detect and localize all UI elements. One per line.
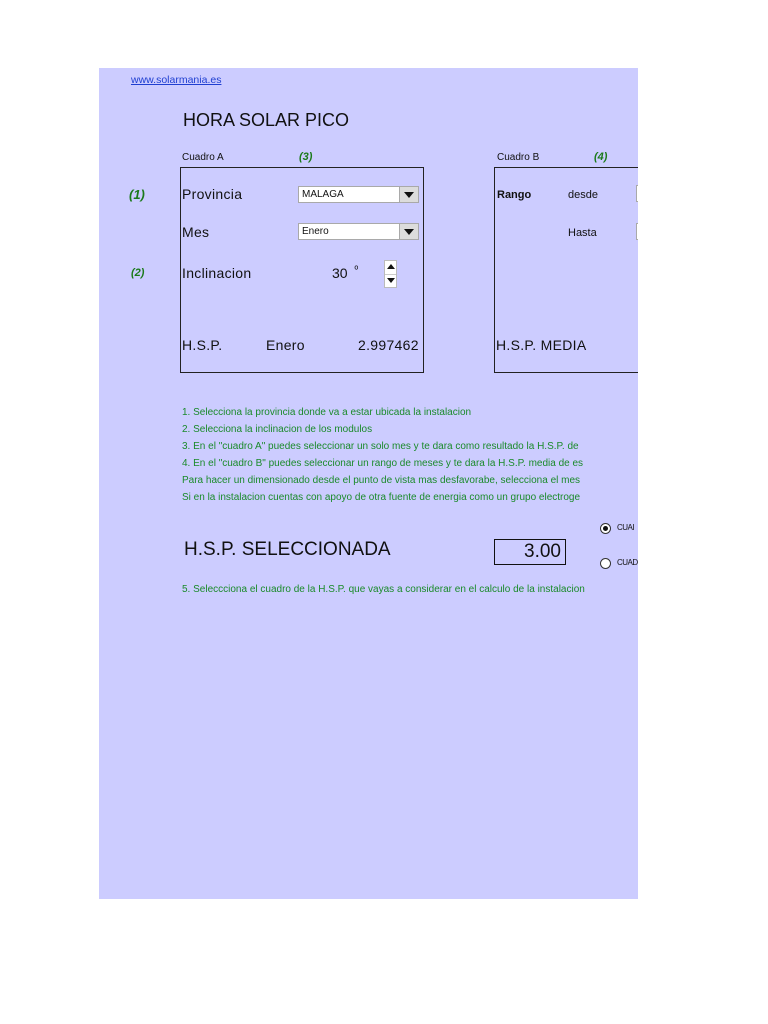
cuadro-b-radio[interactable]	[600, 558, 611, 569]
hsp-month: Enero	[266, 337, 305, 353]
cuadro-b-radio-label: CUAD	[617, 558, 638, 567]
provincia-marker: (1)	[129, 187, 145, 202]
mes-select[interactable]	[298, 223, 419, 240]
mes-select-value: Enero	[302, 226, 329, 237]
instruction-6: Si en la instalacion cuentas con apoyo de otra fuente de energia como un grupo electroge	[182, 492, 581, 503]
instruction-5: Para hacer un dimensionado desde el punto de vista mas desfavorabe, selecciona el mes	[182, 475, 581, 486]
solarmania-link[interactable]: www.solarmania.es	[131, 74, 222, 86]
chevron-down-icon[interactable]	[399, 187, 418, 202]
desde-select[interactable]	[636, 185, 638, 202]
hsp-seleccionada-value: 3.00	[494, 539, 566, 565]
desde-label: desde	[568, 189, 598, 201]
provincia-select-value: MALAGA	[302, 189, 344, 200]
instruction-2: 2. Selecciona la inclinacion de los modulos	[182, 424, 373, 435]
inclinacion-spinner[interactable]	[384, 260, 397, 288]
instruction-select-cuadro: 5. Seleccciona el cuadro de la H.S.P. que vayas a considerar en el calculo de la instalacion	[182, 584, 585, 595]
provincia-label: Provincia	[182, 186, 243, 202]
instruction-1: 1. Selecciona la provincia donde va a estar ubicada la instalacion	[182, 407, 472, 418]
mes-label: Mes	[182, 224, 210, 240]
hasta-select[interactable]	[636, 223, 638, 240]
hsp-value: 2.997462	[358, 337, 419, 353]
spreadsheet-area	[99, 68, 638, 899]
hsp-label: H.S.P.	[182, 337, 223, 353]
inclinacion-label: Inclinacion	[182, 265, 252, 281]
provincia-select[interactable]	[298, 186, 419, 203]
cuadro-a-marker: (3)	[299, 151, 313, 163]
cuadro-b-marker: (4)	[594, 151, 608, 163]
cuadro-a-box	[180, 167, 424, 373]
chevron-down-icon[interactable]	[399, 224, 418, 239]
hsp-media-label: H.S.P. MEDIA	[496, 337, 587, 353]
cuadro-a-radio[interactable]	[600, 523, 611, 534]
inclinacion-marker: (2)	[131, 267, 145, 279]
cuadro-b-box	[494, 167, 638, 373]
rango-label: Rango	[497, 189, 532, 201]
inclinacion-value	[332, 265, 358, 281]
instruction-3: 3. En el "cuadro A" puedes seleccionar un solo mes y te dara como resultado la H.S.P. de	[182, 441, 579, 452]
spinner-down-icon[interactable]	[385, 274, 396, 287]
hsp-seleccionada-label: H.S.P. SELECCIONADA	[184, 539, 391, 560]
inclinacion-number: 30	[332, 265, 348, 281]
cuadro-a-label: Cuadro A	[182, 152, 224, 163]
page-title: HORA SOLAR PICO	[183, 110, 350, 130]
cuadro-a-radio-label: CUAI	[617, 523, 635, 532]
spinner-up-icon[interactable]	[385, 261, 396, 275]
hasta-label: Hasta	[568, 227, 597, 239]
cuadro-b-label: Cuadro B	[497, 152, 540, 163]
instruction-4: 4. En el "cuadro B" puedes seleccionar un rango de meses y te dara la H.S.P. media de es	[182, 458, 584, 469]
degree-symbol: º	[354, 265, 359, 276]
